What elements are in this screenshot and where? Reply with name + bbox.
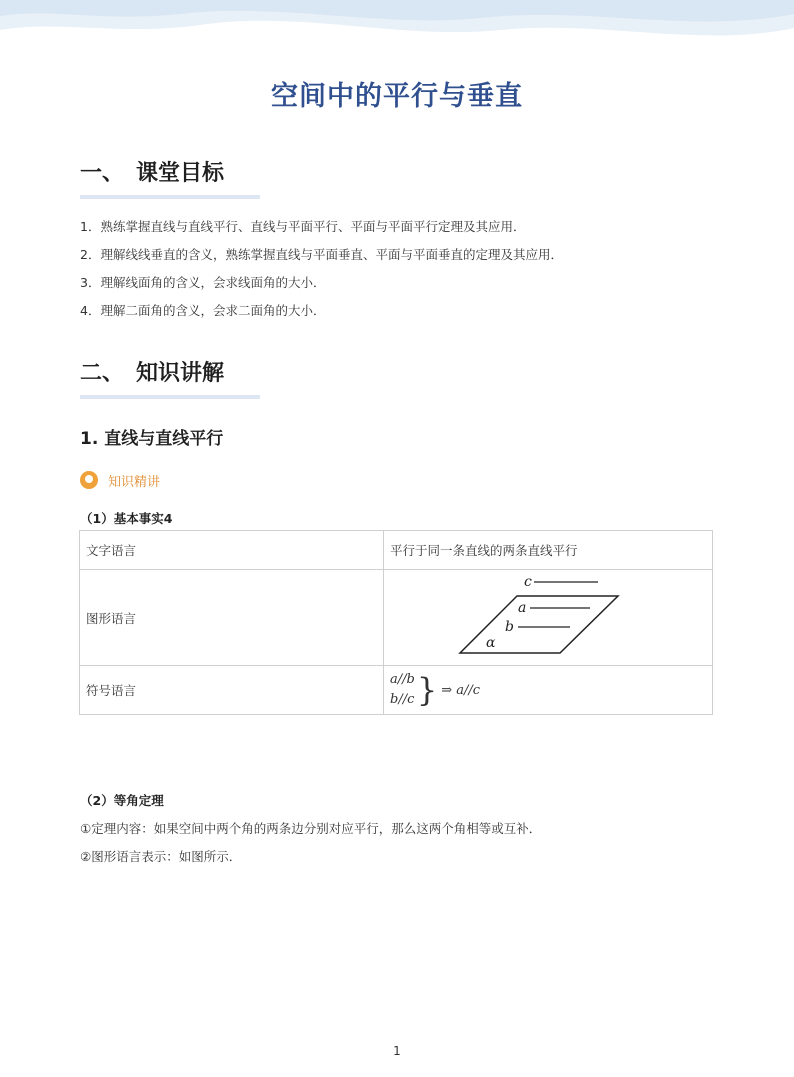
knowledge-label: 知识精讲 xyxy=(108,474,161,490)
right-brace: } xyxy=(416,671,438,709)
goal-item: 1．熟练掌握直线与直线平行、直线与平面平行、平面与平面平行定理及其应用． xyxy=(80,219,526,234)
knowledge-tag xyxy=(80,470,160,490)
premise: b//c xyxy=(390,692,415,707)
section-title: 知识讲解 xyxy=(136,361,225,386)
section-heading-knowledge xyxy=(80,356,224,387)
fact-table xyxy=(79,530,713,715)
section-number: 二、 xyxy=(80,361,125,386)
table-row xyxy=(80,570,713,666)
table-cell-label: 文字语言 xyxy=(80,531,384,570)
label-a: a xyxy=(518,599,527,616)
subsection-title: 1. 直线与直线平行 xyxy=(80,429,224,449)
label-b: b xyxy=(505,618,514,635)
theorem-line: ②图形语言表示：如图所示． xyxy=(80,849,242,864)
table-cell-label: 符号语言 xyxy=(80,666,384,715)
item-title: （1）基本事实4 xyxy=(80,511,173,526)
section-title: 课堂目标 xyxy=(136,161,225,186)
page-number: 1 xyxy=(393,1044,401,1058)
document-title: 空间中的平行与垂直 xyxy=(271,81,523,112)
theorem-line: ①定理内容：如果空间中两个角的两条边分别对应平行，那么这两个角相等或互补． xyxy=(80,821,542,836)
table-cell-label: 图形语言 xyxy=(80,570,384,666)
premise: a//b xyxy=(390,672,415,687)
section-heading-goals xyxy=(80,156,224,187)
goal-item: 4．理解二面角的含义，会求二面角的大小． xyxy=(80,303,326,318)
label-alpha: α xyxy=(486,634,496,651)
symbolic-expression xyxy=(390,670,706,710)
table-cell-figure xyxy=(384,570,713,666)
parallel-lines-figure xyxy=(390,571,706,665)
label-c: c xyxy=(524,573,532,590)
section-number: 一、 xyxy=(80,161,125,186)
plane-alpha-shape xyxy=(460,596,618,653)
lightbulb-icon xyxy=(80,471,98,489)
section-underline xyxy=(80,195,260,199)
premises xyxy=(390,670,415,710)
section-underline xyxy=(80,395,260,399)
item-title: （2）等角定理 xyxy=(80,793,164,808)
table-row xyxy=(80,531,713,570)
table-cell-content: 平行于同一条直线的两条直线平行 xyxy=(384,531,713,570)
goal-item: 2．理解线线垂直的含义，熟练掌握直线与平面垂直、平面与平面垂直的定理及其应用． xyxy=(80,247,563,262)
goal-item: 3．理解线面角的含义，会求线面角的大小． xyxy=(80,275,326,290)
header-wave-decoration xyxy=(0,0,794,70)
table-row xyxy=(80,666,713,715)
conclusion: ⇒ a//c xyxy=(441,682,481,698)
table-cell-symbolic xyxy=(384,666,713,715)
